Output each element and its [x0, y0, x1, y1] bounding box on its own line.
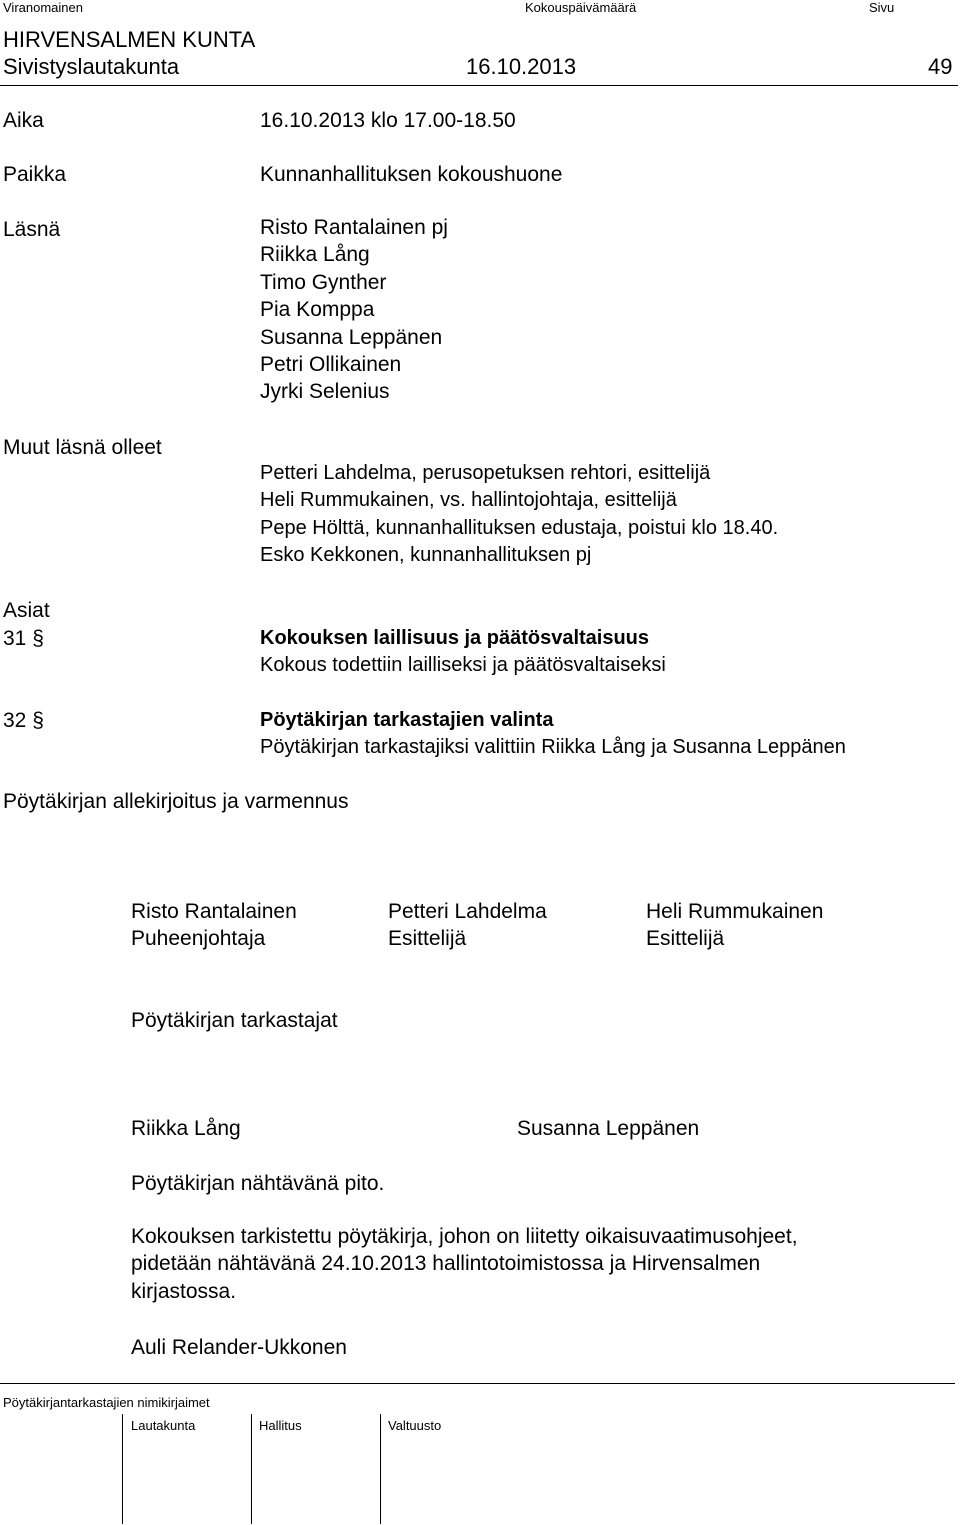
time-value: 16.10.2013 klo 17.00-18.50 — [260, 109, 516, 132]
notice-line: Kokouksen tarkistettu pöytäkirja, johon on liitetty oikaisuvaatimusohjeet, — [131, 1225, 798, 1248]
notice-line: kirjastossa. — [131, 1279, 237, 1303]
agenda-item-text: Kokous todettiin lailliseksi ja päätösvaltaiseksi — [260, 654, 666, 676]
others-list — [260, 460, 778, 570]
other-attendee: Pepe Hölttä, kunnanhallituksen edustaja, poistui klo 18.40. — [260, 516, 779, 539]
footer-divider — [0, 1383, 955, 1384]
header-col-authority: Viranomainen — [3, 0, 83, 15]
present-member: Petri Ollikainen — [260, 353, 402, 377]
header-divider — [0, 85, 958, 86]
agenda-item-title: Kokouksen laillisuus ja päätösvaltaisuus — [260, 627, 650, 649]
notice-line: pidetään nähtävänä 24.10.2013 hallintotoimistossa ja Hirvensalmen — [131, 1252, 761, 1276]
meeting-date: 16.10.2013 — [466, 54, 577, 79]
present-list — [260, 214, 448, 406]
org-name: HIRVENSALMEN KUNTA — [3, 27, 256, 52]
header-col-page: Sivu — [869, 0, 895, 15]
footer-column-divider — [380, 1414, 381, 1524]
signer-name: Risto Rantalainen — [131, 900, 297, 923]
page-number: 49 — [928, 54, 953, 79]
present-member: Susanna Leppänen — [260, 325, 443, 349]
present-member: Jyrki Selenius — [260, 380, 390, 404]
agenda-label: Asiat — [3, 599, 50, 622]
present-member: Riikka Lång — [260, 243, 370, 267]
reviewer-name: Susanna Leppänen — [517, 1117, 700, 1140]
agenda-item-number: 32 § — [3, 709, 44, 732]
agenda-item-title: Pöytäkirjan tarkastajien valinta — [260, 709, 554, 731]
place-label: Paikka — [3, 163, 67, 186]
present-member: Pia Komppa — [260, 298, 375, 322]
signer-role: Puheenjohtaja — [131, 927, 266, 950]
notice-heading: Pöytäkirjan nähtävänä pito. — [131, 1172, 385, 1195]
agenda-item-text: Pöytäkirjan tarkastajiksi valittiin Riikka Lång ja Susanna Leppänen — [260, 736, 846, 758]
signer-role: Esittelijä — [388, 927, 467, 950]
footer-col-board: Lautakunta — [131, 1418, 196, 1433]
other-attendee: Esko Kekkonen, kunnanhallituksen pj — [260, 544, 592, 567]
authority-name: Sivistyslautakunta — [3, 54, 180, 79]
other-attendee: Heli Rummukainen, vs. hallintojohtaja, esittelijä — [260, 489, 677, 512]
footer-column-divider — [122, 1414, 123, 1524]
reviewer-name: Riikka Lång — [131, 1117, 241, 1140]
notice-body — [131, 1223, 798, 1305]
present-member: Risto Rantalainen pj — [260, 216, 448, 239]
reviewers-label: Pöytäkirjan tarkastajat — [131, 1009, 338, 1032]
others-label: Muut läsnä olleet — [3, 436, 162, 459]
signing-heading: Pöytäkirjan allekirjoitus ja varmennus — [3, 790, 349, 813]
signer-name: Heli Rummukainen — [646, 900, 824, 923]
present-label: Läsnä — [3, 218, 61, 241]
footer-column-divider — [251, 1414, 252, 1524]
present-member: Timo Gynther — [260, 270, 387, 294]
signer-role: Esittelijä — [646, 927, 725, 950]
initials-label: Pöytäkirjantarkastajien nimikirjaimet — [3, 1395, 210, 1410]
notice-signer: Auli Relander-Ukkonen — [131, 1336, 347, 1359]
other-attendee: Petteri Lahdelma, perusopetuksen rehtori, esittelijä — [260, 462, 711, 484]
time-label: Aika — [3, 109, 44, 132]
header-col-meeting-date: Kokouspäivämäärä — [525, 0, 637, 15]
agenda-item-number: 31 § — [3, 627, 44, 650]
footer-col-government: Hallitus — [259, 1418, 302, 1433]
place-value: Kunnanhallituksen kokoushuone — [260, 163, 563, 186]
footer-col-council: Valtuusto — [388, 1418, 442, 1433]
signer-name: Petteri Lahdelma — [388, 900, 547, 923]
